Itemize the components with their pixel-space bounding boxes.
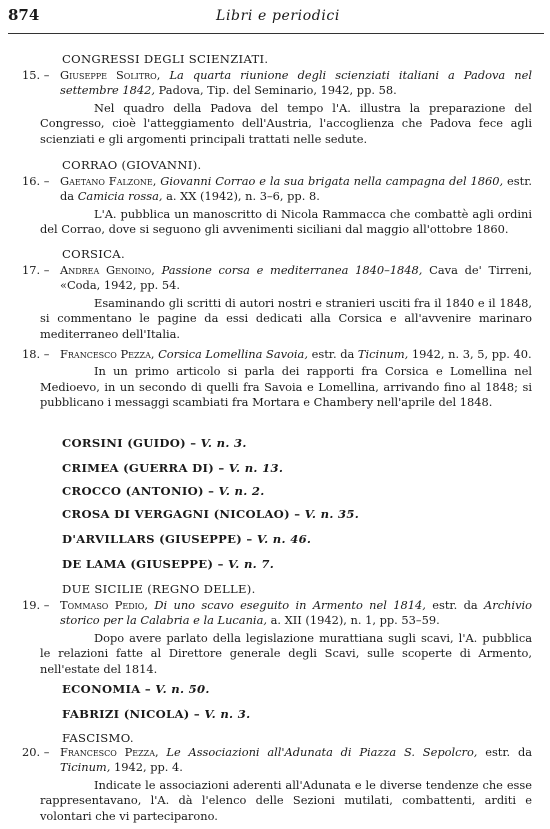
entry-number: 20. – [22,745,50,759]
crossref-ref: V. n. 3. [200,436,247,450]
entry-journal: Ticinum, [357,347,409,361]
entry-number: 18. – [22,347,50,361]
crossref-corsini [62,436,247,451]
crossref-ref: V. n. 7. [228,557,275,571]
section-heading-fascismo: FASCISMO. [62,731,134,745]
entry-publication-details: 1942, n. 3, 5, pp. 40. [411,347,532,361]
crossref-ref: V. n. 2. [218,484,265,498]
entry-number: 19. – [22,598,50,612]
entry-19 [22,598,532,677]
entry-number: 16. – [22,174,50,188]
entry-author: Francesco Pezza, [60,347,155,361]
entry-publication-prefix: estr. da [485,745,533,759]
entry-publication: Padova, Tip. del Seminario, 1942, pp. 58. [158,83,397,98]
entry-abstract: Dopo avere parlato della legislazione murattiana sugli scavi, l'A. pubblica le relazioni fatte al Direttore generale degli Scavi, sulle scoperte di Armento, nell'estate del 1814. [40,630,532,676]
crossref-crocco [62,484,265,499]
entry-publication: Cava de' Tirreni, «Coda, 1942, pp. 54. [60,263,532,293]
entry-journal: Ticinum, [60,760,111,775]
crossref-economia [62,682,210,697]
crossref-name: D'ARVILLARS (GIUSEPPE) – [62,532,253,546]
entry-publication-prefix: estr. da [60,174,533,204]
crossref-name: CORSINI (GUIDO) – [62,436,197,450]
entry-number: 15. – [22,68,50,82]
entry-16 [22,174,532,238]
section-heading-congressi: CONGRESSI DEGLI SCIENZIATI. [62,52,269,66]
header-rule [8,33,544,34]
running-title: Libri e periodici [216,8,340,24]
entry-18 [22,347,532,411]
entry-title: La quarta riunione degli scienziati italiani a Padova nel settembre 1842, [60,68,533,98]
crossref-name: DE LAMA (GIUSEPPE) – [62,557,224,571]
section-heading-corsica: CORSICA. [62,247,125,261]
crossref-name: ECONOMIA – [62,682,151,696]
entry-author: Giuseppe Solitro, [60,68,161,82]
entry-publication-prefix: estr. da [311,347,355,361]
entry-15 [22,68,532,147]
crossref-name: CROSA DI VERGAGNI (NICOLAO) – [62,507,301,521]
entry-number: 17. – [22,263,50,277]
entry-author: Andrea Genoino, [60,263,155,277]
entry-journal: Archivio storico per la Calabria e la Lucania, [60,598,533,628]
crossref-fabrizi [62,707,250,722]
entry-title: Le Associazioni all'Adunata di Piazza S. Sepolcro, [166,745,478,759]
entry-abstract: Nel quadro della Padova del tempo l'A. illustra la preparazione del Congresso, cioè l'atteggiamento dell'Austria, l'accoglienza che Padova fece agli scienziati e gli argomenti principali trattati nelle sedute. [40,100,532,146]
crossref-darvillars [62,532,311,547]
page-number: 874 [8,6,40,24]
crossref-ref: V. n. 3. [204,707,251,721]
entry-author: Tommaso Pedio, [60,598,148,612]
entry-author: Francesco Pezza, [60,745,159,759]
entry-title: Giovanni Corrao e la sua brigata nella campagna del 1860, [160,174,504,188]
section-heading-corrao: CORRAO (GIOVANNI). [62,158,202,172]
crossref-ref: V. n. 13. [228,461,284,475]
crossref-ref: V. n. 35. [304,507,360,521]
entry-journal: Camicia rossa, [77,189,163,204]
section-heading-due-sicilie: DUE SICILIE (REGNO DELLE). [62,582,256,596]
entry-abstract: L'A. pubblica un manoscritto di Nicola Rammacca che combattè agli ordini del Corrao, dove si seguono gli avvenimenti siciliani dal maggio all'ottobre 1860. [40,206,532,237]
entry-publication-details: a. XX (1942), n. 3–6, pp. 8. [166,189,320,204]
crossref-name: FABRIZI (NICOLA) – [62,707,201,721]
crossref-crimea [62,461,283,476]
entry-publication-prefix: estr. da [432,598,478,612]
entry-author: Gaetano Falzone, [60,174,157,188]
entry-20 [22,745,532,824]
entry-title: Corsica Lomellina Savoia, [158,347,308,361]
entry-title: Passione corsa e mediterranea 1840–1848, [161,263,423,277]
crossref-ref: V. n. 46. [256,532,312,546]
entry-publication-details: a. XII (1942), n. 1, pp. 53–59. [270,613,440,628]
page-header [8,8,544,30]
crossref-name: CROCCO (ANTONIO) – [62,484,215,498]
crossref-de-lama [62,557,274,572]
entry-17 [22,263,532,342]
entry-title: Di uno scavo eseguito in Armento nel 1814, [154,598,426,612]
crossref-crosa [62,507,359,522]
entry-abstract: Indicate le associazioni aderenti all'Adunata e le diverse tendenze che esse rappresentavano, l'A. dà l'elenco delle Sezioni mutilati, combattenti, arditi e volontari che vi parteciparono. [40,777,532,823]
crossref-ref: V. n. 50. [155,682,210,696]
crossref-name: CRIMEA (GUERRA DI) – [62,461,225,475]
entry-abstract: Esaminando gli scritti di autori nostri e stranieri usciti fra il 1840 e il 1848, si commentano le pagine da essi dedicati alla Corsica e all'avvenire marinaro mediterraneo dell'Italia. [40,295,532,341]
entry-publication-details: 1942, pp. 4. [113,760,183,775]
entry-abstract: In un primo articolo si parla dei rapporti fra Corsica e Lomellina nel Medioevo, in un secondo di quelli fra Savoia e Lomellina, arrivando fino al 1848; si pubblicano i messaggi scambiati fra Mortara e Chambery nell'aprile del 1848. [40,364,532,410]
